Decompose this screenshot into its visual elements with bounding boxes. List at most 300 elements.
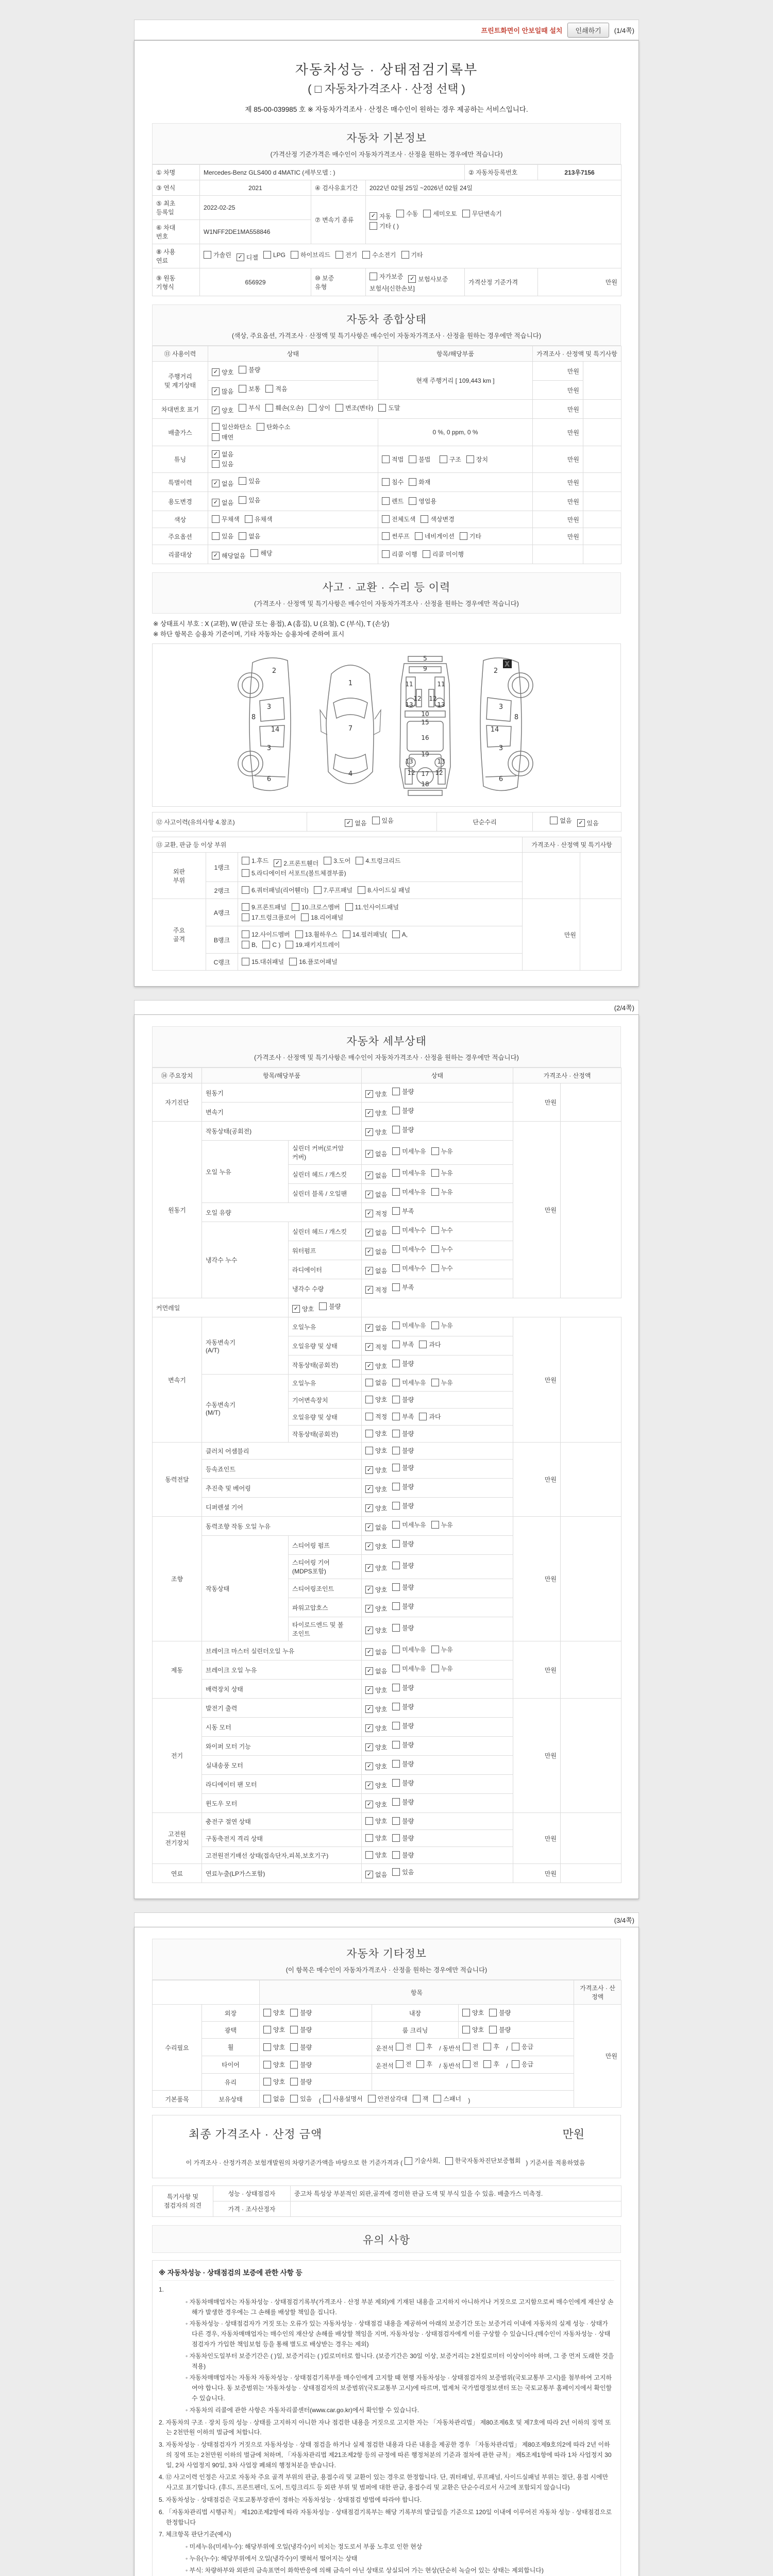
checkbox[interactable] [415,532,423,540]
checkbox-item [369,212,391,221]
checkbox[interactable]: ✓ [365,1667,373,1675]
checkbox[interactable] [392,1147,400,1155]
table-cell: 만원 [538,268,621,296]
checkbox[interactable]: ✓ [365,1871,373,1878]
checkbox[interactable] [291,251,298,259]
checkbox[interactable] [204,251,211,259]
checkbox[interactable]: ✓ [365,1543,373,1550]
checkbox-item [392,1395,414,1404]
checkbox[interactable] [392,1646,400,1653]
checkbox[interactable] [365,1851,373,1859]
checkbox[interactable] [431,1245,439,1253]
checkbox[interactable] [369,222,377,230]
checkbox[interactable] [462,2009,470,2016]
checkbox[interactable] [324,857,331,865]
checkbox[interactable] [358,886,365,894]
checkbox[interactable] [290,2095,298,2103]
checkbox[interactable] [392,1341,400,1348]
table-row [153,1443,621,1460]
checkbox[interactable] [392,1502,400,1510]
checkbox[interactable] [335,251,343,259]
checkbox[interactable] [309,404,316,412]
checkbox[interactable] [239,496,246,504]
checkbox[interactable] [242,886,249,894]
checkbox[interactable] [392,1188,400,1196]
checkbox[interactable] [392,1521,400,1529]
checkbox[interactable]: ✓ [365,1564,373,1572]
section-summary-title: 자동차 종합상태 [346,314,427,326]
checkbox[interactable] [392,1207,400,1215]
checkbox-label: 기타 ( ) [379,222,399,230]
table-row [153,2022,621,2039]
checkbox[interactable] [416,2043,424,2050]
checkbox[interactable] [396,2043,404,2050]
checkbox[interactable] [263,2095,271,2103]
checkbox[interactable] [401,251,409,259]
checkbox[interactable] [409,478,416,486]
checkbox[interactable] [239,385,246,393]
checkbox-label: 스패너 [443,2095,462,2103]
checkbox[interactable] [409,455,416,463]
checkbox[interactable]: ✓ [365,1128,373,1136]
checkbox[interactable] [369,273,377,280]
checkbox-item [419,1340,441,1349]
checkbox-label: 후 [426,2043,432,2050]
checkbox[interactable] [419,1413,427,1420]
checkbox[interactable] [212,460,220,468]
checkbox[interactable] [392,1562,400,1569]
checkbox[interactable] [382,532,390,540]
checkbox[interactable]: ✓ [365,1172,373,1179]
checkbox[interactable] [392,1430,400,1437]
diagram-part-number: 3 [266,744,272,752]
checkbox[interactable]: ✓ [365,1743,373,1751]
checkbox[interactable]: ✓ [365,1523,373,1531]
checkbox[interactable] [212,532,220,540]
checkbox[interactable] [431,1147,439,1155]
checkbox[interactable]: ✓ [365,1286,373,1294]
checkbox-label: 13.휠하우스 [305,931,338,938]
checkbox[interactable] [343,930,350,938]
checkbox[interactable] [263,251,271,259]
checkbox[interactable] [419,1341,427,1348]
checkbox-item [431,1168,453,1177]
checkbox-item [365,1485,387,1494]
checkbox[interactable] [409,497,416,505]
checkbox[interactable] [289,958,297,965]
checkbox[interactable] [356,857,363,865]
checkbox[interactable] [239,477,246,485]
table-cell: 0 %, 0 ppm, 0 % [378,419,533,446]
checkbox[interactable]: ✓ [365,1109,373,1117]
checkbox-label: 양호 [273,2078,285,2086]
checkbox-item [290,2008,312,2017]
checkbox[interactable] [396,210,404,217]
checkbox-item [365,1228,387,1237]
checkbox[interactable]: ✓ [365,1150,373,1158]
checkbox[interactable] [392,1868,400,1876]
checkbox[interactable] [440,455,447,463]
section-other-header [152,1939,621,1980]
checkbox-label: 무단변속기 [472,210,502,217]
checkbox-label: 양호 [375,1782,388,1789]
checkbox-item [290,2077,312,2086]
checkbox[interactable]: ✓ [212,368,220,376]
print-toolbar [134,20,639,40]
checkbox-cell [362,1699,513,1718]
checkbox-label: 불량 [402,1603,414,1610]
checkbox[interactable] [421,515,428,523]
checkbox[interactable] [483,2043,491,2050]
diagram-part-number: 2 [493,667,498,675]
checkbox-item [423,209,457,218]
checkbox[interactable] [489,2009,497,2016]
checkbox[interactable] [365,1447,373,1454]
checkbox[interactable] [365,1817,373,1825]
checkbox[interactable]: ✓ [237,253,244,261]
checkbox-label: 양호 [273,2043,285,2051]
checkbox[interactable] [239,532,246,540]
checkbox[interactable] [489,2026,497,2033]
checkbox-item [392,1602,414,1611]
checkbox[interactable] [242,903,249,911]
checkbox[interactable] [431,1646,439,1653]
print-button[interactable]: 인쇄하기 [567,23,609,38]
checkbox-item [212,532,233,540]
checkbox[interactable] [550,817,558,824]
checkbox[interactable] [263,2078,271,2086]
checkbox[interactable] [431,1379,439,1386]
checkbox[interactable] [242,913,249,921]
checkbox[interactable] [382,478,390,486]
checkbox-label: 누유 [441,1521,453,1529]
checkbox[interactable] [392,1169,400,1177]
checkbox[interactable]: ✓ [345,819,352,827]
checkbox[interactable] [239,404,246,412]
checkbox[interactable] [483,2060,491,2068]
checkbox[interactable]: ✓ [365,1762,373,1770]
checkbox-label: 양호 [375,1430,388,1437]
checkbox-label: 양호 [302,1306,314,1313]
checkbox[interactable] [263,2026,271,2033]
checkbox[interactable]: ✓ [292,1305,300,1313]
checkbox-item [212,450,233,459]
checkbox[interactable] [392,1741,400,1749]
checkbox-label: 침수 [392,479,404,486]
checkbox[interactable] [462,2026,470,2033]
checkbox[interactable] [431,1188,439,1196]
checkbox[interactable] [405,2157,412,2165]
empty-cell [583,419,621,446]
checkbox[interactable] [460,532,467,540]
checkbox[interactable]: ✓ [365,1090,373,1098]
checkbox[interactable] [290,2061,298,2069]
checkbox-label: 불량 [402,1684,414,1691]
checkbox[interactable] [212,515,220,523]
checkbox[interactable]: ✓ [365,1586,373,1594]
checkbox[interactable]: ✓ [365,1705,373,1713]
checkbox[interactable] [319,1302,327,1310]
checkbox[interactable] [263,2061,271,2069]
checkbox[interactable] [372,817,380,824]
checkbox[interactable] [239,366,246,374]
diagram-part-number: 13 [405,758,413,765]
checkbox-item [392,1817,414,1825]
checkbox[interactable] [242,941,249,948]
empty-cell [583,400,621,419]
table-row [153,899,621,926]
checkbox[interactable] [250,549,258,557]
checkbox[interactable] [392,1665,400,1672]
checkbox[interactable]: ✓ [577,819,585,827]
diagram-part-number: 13 [405,701,413,708]
checkbox[interactable] [396,2060,404,2068]
checkbox[interactable] [392,1602,400,1610]
checkbox[interactable] [392,1464,400,1471]
checkbox[interactable]: ✓ [408,275,416,283]
checkbox[interactable] [431,1226,439,1234]
checkbox[interactable] [257,423,264,431]
checkbox[interactable]: ✓ [365,1466,373,1474]
checkbox-item [401,250,423,259]
table-cell: 가격조사 · 산정액 및 특기사항 [523,837,621,853]
checkbox[interactable] [365,1396,373,1403]
checkbox[interactable] [362,251,370,259]
damage-marker-x: X [505,660,510,668]
checkbox[interactable]: ✓ [365,1248,373,1256]
table-cell: 스티어링 펌프 [289,1536,362,1555]
checkbox[interactable] [263,2043,271,2051]
notice-item: 1. [159,2285,164,2293]
checkbox[interactable] [416,2060,424,2068]
checkbox-label: 불량 [402,1107,414,1114]
checkbox[interactable] [365,1430,373,1437]
checkbox-item [237,253,258,262]
checkbox[interactable] [392,1360,400,1367]
checkbox[interactable]: ✓ [212,406,220,414]
checkbox[interactable]: ✓ [365,1362,373,1370]
checkbox[interactable]: ✓ [365,1724,373,1732]
checkbox[interactable] [392,1264,400,1272]
checkbox[interactable] [392,1321,400,1329]
checkbox[interactable] [290,2043,298,2051]
checkbox[interactable] [263,2009,271,2016]
checkbox-label: 색상변경 [430,516,455,523]
checkbox[interactable] [392,1779,400,1787]
checkbox-item [392,1168,426,1177]
checkbox[interactable] [463,2060,470,2068]
checkbox-label: 10.크로스멤버 [301,904,340,911]
checkbox-item [392,1868,414,1876]
checkbox-label: 한국자동차진단보증협회 [455,2157,521,2164]
checkbox[interactable] [392,1226,400,1234]
checkbox[interactable] [431,1521,439,1529]
checkbox-item [365,1817,387,1825]
checkbox[interactable]: ✓ [365,1686,373,1694]
checkbox-label: 19.패키지트레이 [295,941,340,948]
checkbox[interactable] [392,1722,400,1730]
checkbox[interactable] [382,497,390,505]
checkbox[interactable] [365,1379,373,1386]
checkbox[interactable] [392,1379,400,1386]
checkbox[interactable] [392,1483,400,1490]
checkbox-label: 변조(변타) [345,404,374,412]
checkbox[interactable] [431,1321,439,1329]
checkbox[interactable] [392,930,400,938]
diagram-part-number: 13 [437,701,445,708]
checkbox[interactable] [392,1798,400,1806]
checkbox[interactable] [431,1169,439,1177]
checkbox[interactable] [382,455,390,463]
checkbox[interactable] [290,2009,298,2016]
notice-item: 7. 체크항목 판단기준(예시) [159,2531,231,2538]
checkbox[interactable] [423,210,431,217]
checkbox[interactable] [285,941,293,948]
checkbox[interactable]: ✓ [365,1343,373,1351]
checkbox[interactable]: ✓ [365,1626,373,1634]
checkbox[interactable] [392,1107,400,1114]
checkbox[interactable]: ✓ [369,212,377,220]
checkbox[interactable] [392,1283,400,1291]
checkbox-cell [362,1794,513,1813]
checkbox[interactable] [262,941,270,948]
checkbox-label: 보통 [248,385,261,393]
checkbox[interactable] [392,1413,400,1420]
checkbox[interactable]: ✓ [365,1485,373,1493]
text-fragment [435,457,437,465]
checkbox[interactable] [265,404,273,412]
table-cell: 가격조사 · 산 정액 [574,1980,621,2005]
checkbox[interactable] [335,404,343,412]
checkbox-cell [362,1641,513,1660]
checkbox-label: 도말 [388,404,400,412]
table-cell: 2랭크 [206,882,238,899]
checkbox-item [392,1125,414,1134]
empty-cell [561,1813,621,1864]
checkbox[interactable]: ✓ [365,1782,373,1789]
checkbox[interactable] [295,930,303,938]
checkbox-label: 장치 [476,455,489,463]
checkbox[interactable]: ✓ [212,552,220,560]
table-cell: ⑧ 사용 연료 [153,244,200,268]
checkbox[interactable] [392,1540,400,1548]
checkbox[interactable] [512,2043,519,2050]
checkbox[interactable] [392,1088,400,1095]
checkbox-item [335,250,357,259]
checkbox[interactable]: ✓ [365,1324,373,1332]
checkbox-label: 9.프론트패널 [251,904,287,911]
checkbox[interactable]: ✓ [365,1605,373,1613]
checkbox[interactable] [212,423,220,431]
checkbox[interactable] [413,2095,421,2103]
checkbox[interactable] [462,210,470,217]
checkbox[interactable] [242,958,249,965]
checkbox[interactable] [445,2157,453,2165]
checkbox[interactable] [365,1834,373,1842]
checkbox[interactable] [392,1447,400,1454]
table-cell: 실내송풍 모터 [202,1756,362,1775]
checkbox[interactable] [301,913,309,921]
checkbox[interactable] [290,2026,298,2033]
checkbox-label: 적정 [375,1413,388,1420]
table-row [153,2056,621,2074]
table-cell: 룸 크리닝 [372,2022,459,2039]
checkbox[interactable] [392,1760,400,1768]
checkbox-label: 적법 [392,455,404,463]
checkbox[interactable] [392,1851,400,1859]
checkbox-label: 수소전기 [372,251,396,259]
checkbox[interactable] [392,1817,400,1825]
checkbox[interactable] [423,550,430,558]
checkbox-label: 17.트렁크플로어 [251,914,296,921]
checkbox[interactable]: ✓ [365,1801,373,1808]
checkbox[interactable] [382,550,390,558]
checkbox[interactable]: ✓ [212,480,220,487]
checkbox[interactable]: ✓ [365,1267,373,1275]
checkbox[interactable]: ✓ [212,499,220,506]
checkbox[interactable] [433,2095,441,2103]
checkbox[interactable] [392,1624,400,1632]
print-install-link[interactable]: 프린트화면이 안보일때 설치 [481,26,563,35]
checkbox[interactable] [382,515,390,523]
checkbox[interactable]: ✓ [365,1210,373,1217]
checkbox[interactable] [368,2095,376,2103]
checkbox[interactable] [463,2043,470,2050]
checkbox-item [483,2042,499,2051]
checkbox[interactable]: ✓ [212,450,220,458]
checkbox[interactable] [323,2095,331,2103]
checkbox[interactable] [466,455,474,463]
checkbox[interactable] [431,1665,439,1672]
checkbox[interactable] [392,1396,400,1403]
checkbox[interactable] [314,886,322,894]
checkbox[interactable] [242,857,249,865]
checkbox[interactable] [431,1264,439,1272]
checkbox[interactable]: ✓ [365,1648,373,1656]
checkbox[interactable] [392,1703,400,1710]
checkbox[interactable] [345,903,353,911]
checkbox[interactable] [512,2060,519,2068]
checkbox-label: 불량 [402,1562,414,1569]
checkbox[interactable] [392,1583,400,1591]
checkbox-item [242,930,290,939]
checkbox[interactable]: ✓ [274,859,281,867]
checkbox[interactable] [392,1245,400,1253]
checkbox[interactable] [392,1834,400,1842]
checkbox[interactable] [242,869,249,877]
checkbox-label: 16.플로어패널 [299,958,338,965]
checkbox[interactable] [245,515,253,523]
checkbox[interactable]: ✓ [365,1191,373,1198]
checkbox[interactable] [265,385,273,393]
checkbox-label: 기술사회, [414,2157,440,2164]
checkbox-label: 없음 [560,817,572,824]
checkbox[interactable] [290,2078,298,2086]
checkbox[interactable] [392,1126,400,1133]
checkbox[interactable] [365,1413,373,1420]
diagram-part-number: 6 [266,775,272,783]
checkbox[interactable] [212,433,220,441]
checkbox[interactable]: ✓ [212,387,220,395]
checkbox[interactable] [392,1684,400,1691]
checkbox-label: 양호 [222,407,234,414]
checkbox-label: 전 [472,2061,479,2068]
checkbox[interactable] [292,903,299,911]
checkbox[interactable] [378,404,386,412]
checkbox[interactable]: ✓ [365,1504,373,1512]
checkbox[interactable]: ✓ [365,1229,373,1236]
checkbox[interactable] [242,930,249,938]
